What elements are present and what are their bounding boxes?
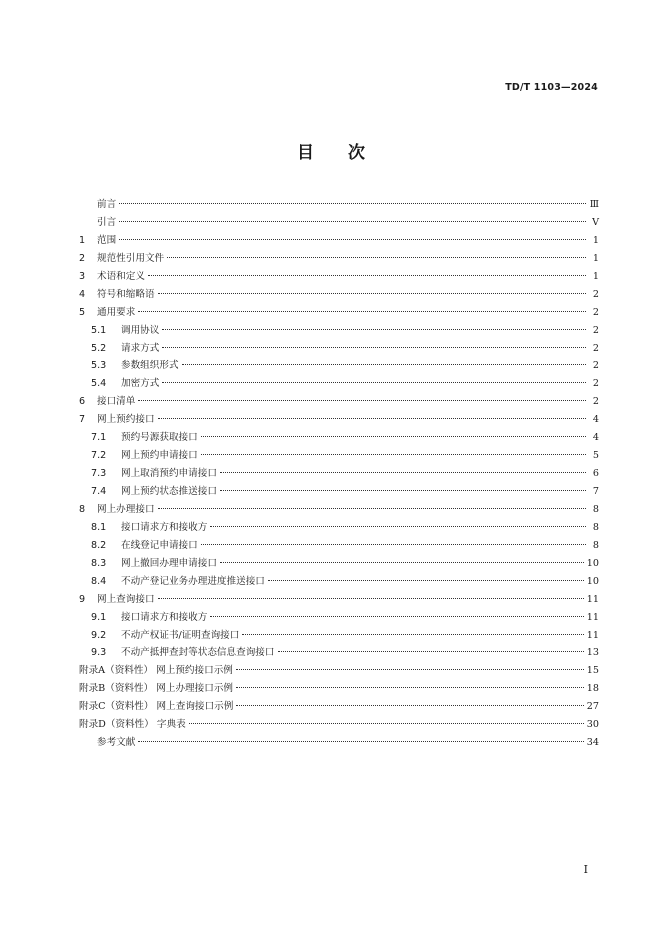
toc-dot-leader xyxy=(201,454,586,455)
toc-entry-page: 2 xyxy=(592,396,599,408)
toc-entry-page: 7 xyxy=(592,486,599,497)
toc-entry[interactable] xyxy=(79,268,599,286)
toc-entry[interactable] xyxy=(79,734,599,752)
toc-dot-leader xyxy=(162,382,586,383)
toc-entry[interactable] xyxy=(79,250,599,268)
toc-entry-label: 不动产权证书/证明查询接口 xyxy=(121,629,240,641)
toc-entry[interactable] xyxy=(79,411,599,429)
toc-entry-page: 11 xyxy=(586,629,599,641)
toc-dot-leader xyxy=(162,347,586,348)
toc-entry-page: 27 xyxy=(586,701,599,713)
toc-dot-leader xyxy=(119,239,586,240)
toc-entry-number: 9 xyxy=(79,593,86,605)
toc-entry-number: 9.2 xyxy=(91,629,107,641)
toc-entry-page: 11 xyxy=(586,611,599,623)
toc-entry-label: 附录B（资料性） 网上办理接口示例 xyxy=(79,683,234,695)
toc-entry-number: 5 xyxy=(79,306,86,318)
toc-entry-page: 8 xyxy=(592,503,599,515)
toc-dot-leader xyxy=(148,275,586,276)
toc-entry[interactable] xyxy=(79,519,599,537)
toc-entry-page: 2 xyxy=(592,360,599,372)
toc-entry-label: 前言 xyxy=(97,199,117,210)
toc-dot-leader xyxy=(167,257,586,258)
toc-entry-label: 不动产抵押查封等状态信息查询接口 xyxy=(121,647,275,659)
toc-entry-number: 1 xyxy=(79,234,86,246)
toc-dot-leader xyxy=(210,616,583,617)
toc-entry-number: 5.3 xyxy=(91,360,107,372)
toc-dot-leader xyxy=(220,562,584,563)
toc-entry-number: 7.2 xyxy=(91,450,107,462)
toc-entry[interactable] xyxy=(79,501,599,519)
toc-entry-label: 请求方式 xyxy=(121,342,160,354)
toc-entry-label: 调用协议 xyxy=(121,324,160,336)
toc-entry-label: 网上办理接口 xyxy=(97,503,155,515)
toc-entry-label: 附录A（资料性） 网上预约接口示例 xyxy=(79,665,233,677)
toc-dot-leader xyxy=(138,400,586,401)
toc-entry-page: 2 xyxy=(592,324,599,336)
toc-entry[interactable] xyxy=(79,214,599,232)
toc-entry-number: 2 xyxy=(79,252,86,264)
toc-entry-label: 网上查询接口 xyxy=(97,593,155,605)
toc-dot-leader xyxy=(119,221,586,222)
toc-entry-page: 11 xyxy=(586,593,599,605)
toc-entry-page: 8 xyxy=(592,539,599,551)
toc-entry[interactable] xyxy=(79,609,599,627)
toc-entry-page: 6 xyxy=(592,468,599,480)
toc-entry-number: 6 xyxy=(79,396,86,408)
toc-entry[interactable] xyxy=(79,680,599,698)
toc-entry[interactable] xyxy=(79,644,599,662)
toc-dot-leader xyxy=(242,634,583,635)
toc-entry[interactable] xyxy=(79,716,599,734)
toc-entry[interactable] xyxy=(79,483,599,501)
toc-entry-label: 不动产登记业务办理进度推送接口 xyxy=(121,575,265,587)
toc-entry-label: 附录C（资料性） 网上查询接口示例 xyxy=(79,701,234,713)
toc-entry-number: 4 xyxy=(79,288,86,300)
toc-entry[interactable] xyxy=(79,429,599,447)
toc-entry-number: 9.3 xyxy=(91,647,107,659)
title-char-2: 次 xyxy=(348,143,365,163)
toc-entry-label: 网上预约申请接口 xyxy=(121,450,198,462)
toc-entry-page: 13 xyxy=(586,647,599,659)
toc-dot-leader xyxy=(119,203,586,204)
toc-dot-leader xyxy=(236,705,583,706)
toc-entry-label: 网上撤回办理申请接口 xyxy=(121,557,217,569)
toc-entry[interactable] xyxy=(79,393,599,411)
toc-entry-page: 2 xyxy=(592,288,599,300)
toc-entry-page: 1 xyxy=(592,270,599,282)
toc-entry-label: 参考文献 xyxy=(97,737,136,749)
toc-entry-number: 7 xyxy=(79,414,86,426)
toc-dot-leader xyxy=(201,544,586,545)
toc-entry-page: 30 xyxy=(586,719,599,731)
toc-entry-number: 9.1 xyxy=(91,611,107,623)
toc-entry-page: 2 xyxy=(592,342,599,354)
toc-entry-label: 范围 xyxy=(97,234,117,246)
toc-entry-page: Ⅴ xyxy=(592,216,599,228)
toc-entry-label: 规范性引用文件 xyxy=(97,252,165,264)
toc-dot-leader xyxy=(182,364,586,365)
toc-entry[interactable] xyxy=(79,627,599,645)
toc-entry[interactable] xyxy=(79,447,599,465)
toc-entry[interactable] xyxy=(79,286,599,304)
toc-entry[interactable] xyxy=(79,573,599,591)
toc-entry[interactable] xyxy=(79,340,599,358)
toc-entry[interactable] xyxy=(79,322,599,340)
toc-entry-number: 5.2 xyxy=(91,342,107,354)
toc-entry[interactable] xyxy=(79,698,599,716)
toc-dot-leader xyxy=(138,741,583,742)
page-title xyxy=(0,138,662,163)
toc-entry[interactable] xyxy=(79,232,599,250)
toc-entry-label: 参数组织形式 xyxy=(121,360,179,372)
toc-entry-number: 3 xyxy=(79,270,86,282)
toc-entry[interactable] xyxy=(79,662,599,680)
toc-entry[interactable] xyxy=(79,465,599,483)
toc-entry-number: 8.3 xyxy=(91,557,107,569)
toc-entry-label: 接口请求方和接收方 xyxy=(121,521,208,533)
toc-entry-number: 5.4 xyxy=(91,378,107,390)
toc-entry-label: 引言 xyxy=(97,216,117,228)
toc-dot-leader xyxy=(138,311,586,312)
toc-entry-page: 1 xyxy=(592,252,599,264)
toc-entry-page: 10 xyxy=(586,557,599,569)
toc-entry[interactable] xyxy=(79,537,599,555)
toc-entry-number: 7.1 xyxy=(91,432,107,444)
toc-entry-page: 1 xyxy=(592,234,599,246)
toc-entry-page: 15 xyxy=(586,665,599,677)
toc-entry-label: 网上预约接口 xyxy=(97,414,155,426)
toc-entry-label: 在线登记申请接口 xyxy=(121,539,198,551)
table-of-contents xyxy=(79,196,599,752)
toc-dot-leader xyxy=(158,508,586,509)
toc-entry-page: 18 xyxy=(586,683,599,695)
toc-entry-label: 符号和缩略语 xyxy=(97,288,155,300)
toc-entry[interactable] xyxy=(79,375,599,393)
page-number: Ⅰ xyxy=(583,863,588,876)
toc-dot-leader xyxy=(210,526,586,527)
toc-entry-number: 7.4 xyxy=(91,486,107,497)
title-char-1: 目 xyxy=(297,143,314,163)
document-code: TD/T 1103—2024 xyxy=(505,82,598,93)
toc-entry-number: 8.4 xyxy=(91,575,107,587)
toc-entry-page: 4 xyxy=(592,432,599,444)
toc-entry-label: 网上预约状态推送接口 xyxy=(121,486,217,497)
toc-entry-label: 术语和定义 xyxy=(97,270,145,282)
toc-dot-leader xyxy=(158,293,586,294)
toc-entry[interactable] xyxy=(79,304,599,322)
toc-entry-page: 34 xyxy=(586,737,599,749)
toc-entry-page: 5 xyxy=(592,450,599,462)
toc-entry-label: 加密方式 xyxy=(121,378,160,390)
toc-dot-leader xyxy=(201,436,586,437)
toc-entry[interactable] xyxy=(79,555,599,573)
toc-entry-number: 5.1 xyxy=(91,324,107,336)
toc-dot-leader xyxy=(236,669,584,670)
toc-entry-label: 预约号源获取接口 xyxy=(121,432,198,444)
toc-dot-leader xyxy=(158,418,586,419)
toc-entry-number: 8.1 xyxy=(91,521,107,533)
toc-entry-label: 接口请求方和接收方 xyxy=(121,611,208,623)
toc-dot-leader xyxy=(189,723,584,724)
toc-dot-leader xyxy=(220,490,586,491)
toc-entry-page: Ⅲ xyxy=(589,199,599,210)
toc-entry-label: 网上取消预约申请接口 xyxy=(121,468,217,480)
toc-dot-leader xyxy=(162,329,586,330)
toc-entry-page: 2 xyxy=(592,378,599,390)
toc-entry-number: 7.3 xyxy=(91,468,107,480)
toc-entry-label: 附录D（资料性） 字典表 xyxy=(79,719,186,731)
toc-entry-page: 8 xyxy=(592,521,599,533)
toc-entry-number: 8.2 xyxy=(91,539,107,551)
toc-dot-leader xyxy=(278,651,584,652)
toc-entry-label: 接口清单 xyxy=(97,396,136,408)
toc-entry[interactable] xyxy=(79,591,599,609)
toc-entry-page: 2 xyxy=(592,306,599,318)
toc-entry-number: 8 xyxy=(79,503,86,515)
toc-dot-leader xyxy=(268,580,584,581)
toc-dot-leader xyxy=(236,687,584,688)
toc-dot-leader xyxy=(220,472,586,473)
toc-entry-label: 通用要求 xyxy=(97,306,136,318)
toc-entry-page: 10 xyxy=(586,575,599,587)
toc-entry[interactable] xyxy=(79,357,599,375)
toc-dot-leader xyxy=(158,598,584,599)
toc-entry[interactable] xyxy=(79,196,599,214)
toc-entry-page: 4 xyxy=(592,414,599,426)
